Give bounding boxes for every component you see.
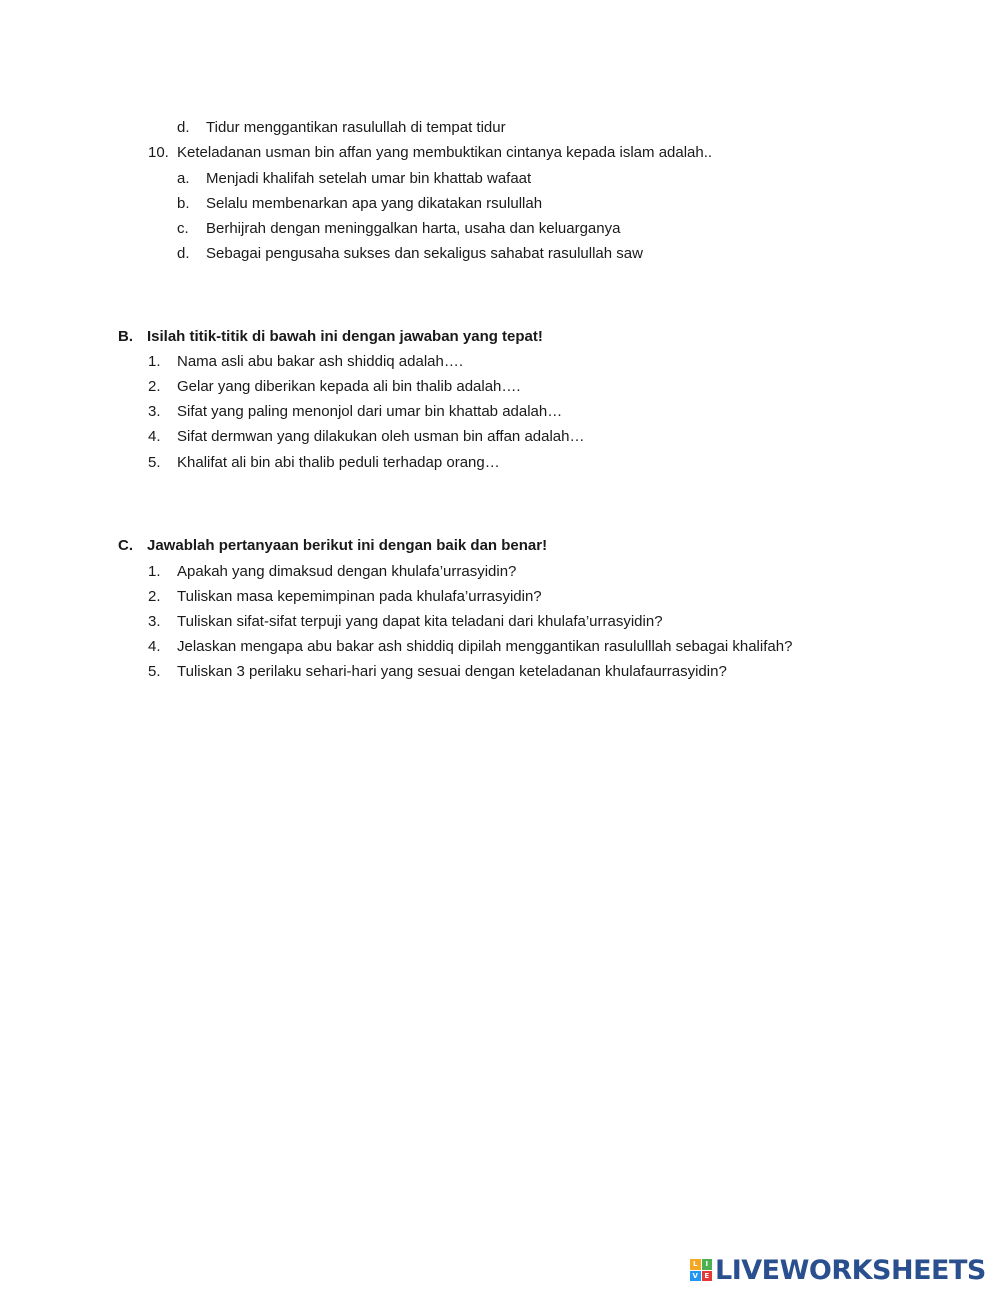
option-label: a. [177,170,190,187]
list-item [0,637,1000,657]
option-text: Menjadi khalifah setelah umar bin khattab wafaat [206,170,532,187]
list-item [0,427,1000,447]
option-label: b. [177,195,190,212]
item-number: 1. [148,563,161,580]
item-text: Apakah yang dimaksud dengan khulafa’urrasyidin? [177,563,517,580]
logo-letter-i: I [702,1259,713,1270]
section-b-heading [0,327,1000,347]
item-number: 5. [148,663,161,680]
list-item [0,587,1000,607]
option-text: Selalu membenarkan apa yang dikatakan rsulullah [206,195,543,212]
logo-letter-v: V [690,1271,701,1282]
option-row [0,244,1000,264]
section-letter: B. [118,328,133,345]
item-text: Khalifat ali bin abi thalib peduli terhadap orang… [177,454,500,471]
item-number: 2. [148,378,161,395]
option-row [0,219,1000,239]
option-label: d. [177,119,190,136]
item-text: Gelar yang diberikan kepada ali bin thalib adalah…. [177,378,521,395]
item-number: 2. [148,588,161,605]
list-item [0,612,1000,632]
question-text: Keteladanan usman bin affan yang membuktikan cintanya kepada islam adalah.. [177,144,713,161]
option-text: Sebagai pengusaha sukses dan sekaligus sahabat rasulullah saw [206,245,643,262]
item-number: 4. [148,428,161,445]
item-text: Tuliskan sifat-sifat terpuji yang dapat kita teladani dari khulafa’urrasyidin? [177,613,663,630]
liveworksheets-logo[interactable] [690,1255,986,1285]
section-title: Jawablah pertanyaan berikut ini dengan baik dan benar! [147,537,548,554]
logo-letter-e: E [702,1271,713,1282]
option-text: Tidur menggantikan rasulullah di tempat tidur [206,119,506,136]
option-text: Berhijrah dengan meninggalkan harta, usaha dan keluarganya [206,220,621,237]
item-number: 3. [148,403,161,420]
option-label: c. [177,220,189,237]
option-row [0,194,1000,214]
item-text: Tuliskan masa kepemimpinan pada khulafa’urrasyidin? [177,588,542,605]
item-text: Sifat dermwan yang dilakukan oleh usman bin affan adalah… [177,428,585,445]
list-item [0,352,1000,372]
list-item [0,453,1000,473]
item-number: 5. [148,454,161,471]
section-title: Isilah titik-titik di bawah ini dengan jawaban yang tepat! [147,328,543,345]
question-number: 10. [148,144,169,161]
option-row [0,169,1000,189]
item-number: 3. [148,613,161,630]
logo-text: LIVEWORKSHEETS [715,1254,986,1286]
list-item [0,562,1000,582]
section-letter: C. [118,537,133,554]
item-text: Jelaskan mengapa abu bakar ash shiddiq dipilah menggantikan rasululllah sebagai khalifah? [177,638,793,655]
list-item [0,377,1000,397]
option-label: d. [177,245,190,262]
item-text: Sifat yang paling menonjol dari umar bin khattab adalah… [177,403,563,420]
question-row [0,143,1000,163]
logo-grid-icon [690,1259,712,1281]
item-number: 1. [148,353,161,370]
logo-letter-l: L [690,1259,701,1270]
section-c-heading [0,536,1000,556]
list-item [0,402,1000,422]
item-text: Nama asli abu bakar ash shiddiq adalah…. [177,353,464,370]
item-text: Tuliskan 3 perilaku sehari-hari yang sesuai dengan keteladanan khulafaurrasyidin? [177,663,727,680]
list-item [0,662,1000,682]
item-number: 4. [148,638,161,655]
option-row [0,118,1000,138]
